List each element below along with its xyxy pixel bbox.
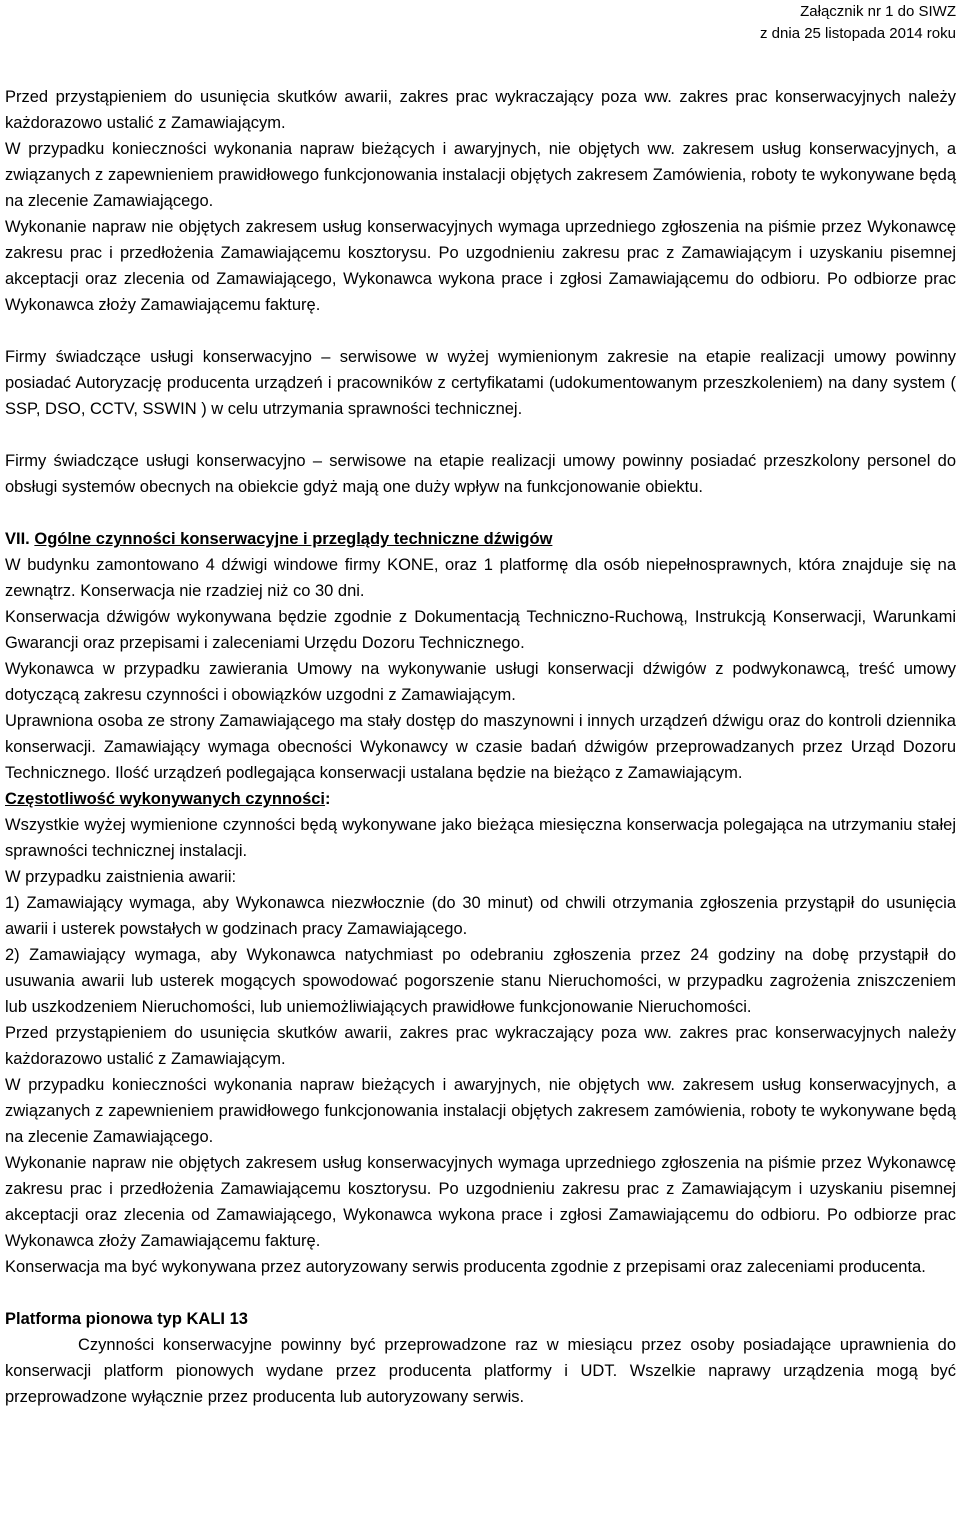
platform-title: Platforma pionowa typ KALI 13 xyxy=(5,1310,248,1328)
paragraph: W budynku zamontowano 4 dźwigi windowe firmy KONE, oraz 1 platformę dla osób niepełnosprawnych, która znajduje się na zewnątrz. Konserwacja nie rzadziej niż co 30 dni. xyxy=(5,556,956,600)
intro-section xyxy=(5,84,956,318)
paragraph: W przypadku konieczności wykonania napraw bieżących i awaryjnych, nie objętych ww. zakresem usług konserwacyjnych, a związanych z zapewnieniem prawidłowego funkcjonowania instalacji objętych zakresem Zamówienia, roboty te wykonywane będą na zlecenie Zamawiającego. xyxy=(5,140,956,210)
paragraph: Uprawniona osoba ze strony Zamawiającego ma stały dostęp do maszynowni i innych urządzeń dźwigu oraz do kontroli dziennika konserwacji. Zamawiający wymaga obecności Wykonawcy w czasie badań dźwigów przeprowadzanych przez Urząd Dozoru Technicznego. Ilość urządzeń podlegająca konserwacji ustalana będzie na bieżąco z Zamawiającym. xyxy=(5,712,956,782)
paragraph: Wszystkie wyżej wymienione czynności będą wykonywane jako bieżąca miesięczna konserwacja polegająca na utrzymaniu stałej sprawności technicznej instalacji. xyxy=(5,816,956,860)
paragraph: Konserwacja dźwigów wykonywana będzie zgodnie z Dokumentacją Techniczno-Ruchową, Instrukcją Konserwacji, Warunkami Gwarancji oraz przepisami i zaleceniami Urzędu Dozoru Technicznego. xyxy=(5,608,956,652)
section-vii xyxy=(5,526,956,1280)
paragraph: Firmy świadczące usługi konserwacyjno – serwisowe w wyżej wymienionym zakresie na etapie realizacji umowy powinny posiadać Autoryzację producenta urządzeń i pracowników z certyfikatami (udokumentowanym przeszkoleniem) na dany system ( SSP, DSO, CCTV, SSWIN ) w celu utrzymania sprawności technicznej. xyxy=(5,348,956,418)
document-page xyxy=(5,0,956,1410)
paragraph: Czynności konserwacyjne powinny być przeprowadzone raz w miesiącu przez osoby posiadające uprawnienia do konserwacji platform pionowych wydane przez producenta platformy i UDT. Wszelkie naprawy urządzenia mogą być przeprowadzone wyłącznie przez producenta lub autoryzowany serwis. xyxy=(5,1336,956,1406)
paragraph: W przypadku konieczności wykonania napraw bieżących i awaryjnych, nie objętych ww. zakresem usług konserwacyjnych, a związanych z zapewnieniem prawidłowego funkcjonowania instalacji objętych zakresem zamówienia, roboty te wykonywane będą na zlecenie Zamawiającego. xyxy=(5,1076,956,1146)
list-item: 1) Zamawiający wymaga, aby Wykonawca niezwłocznie (do 30 minut) od chwili otrzymania zgłoszenia przystąpił do usunięcia awarii i usterek powstałych w godzinach pracy Zamawiającego. xyxy=(5,894,956,938)
paragraph: Wykonanie napraw nie objętych zakresem usług konserwacyjnych wymaga uprzedniego zgłoszenia na piśmie przez Wykonawcę zakresu prac i przedłożenia Zamawiającemu kosztorysu. Po uzgodnieniu zakresu prac z Zamawiającym i uzyskaniu pisemnej akceptacji oraz zlecenia od Zamawiającego, Wykonawca wykona prace i zgłosi Zamawiającemu do odbioru. Po odbiorze prac Wykonawca złoży Zamawiającemu fakturę. xyxy=(5,1154,956,1250)
firms-authorization-paragraph xyxy=(5,344,956,422)
attachment-label: Załącznik nr 1 do SIWZ xyxy=(800,3,956,20)
paragraph: Przed przystąpieniem do usunięcia skutków awarii, zakres prac wykraczający poza ww. zakres prac konserwacyjnych należy każdorazowo ustalić z Zamawiającym. xyxy=(5,88,956,132)
paragraph: Konserwacja ma być wykonywana przez autoryzowany serwis producenta zgodnie z przepisami oraz zaleceniami producenta. xyxy=(5,1258,926,1276)
section-title: Ogólne czynności konserwacyjne i przeglądy techniczne dźwigów xyxy=(34,530,553,548)
list-item: 2) Zamawiający wymaga, aby Wykonawca natychmiast po odebraniu zgłoszenia przez 24 godziny na dobę przystąpił do usuwania awarii lub usterek mogących spowodować pogorszenie stanu Nieruchomości, w przypadku zagrożenia zniszczeniem lub uszkodzeniem Nieruchomości, lub uniemożliwiających prawidłowe funkcjonowanie Nieruchomości. xyxy=(5,946,956,1016)
frequency-heading-text: Częstotliwość wykonywanych czynności xyxy=(5,790,326,808)
platform-section xyxy=(5,1306,956,1410)
attachment-date: z dnia 25 listopada 2014 roku xyxy=(760,25,956,42)
document-header xyxy=(5,1,956,45)
paragraph: Wykonawca w przypadku zawierania Umowy na wykonywanie usługi konserwacji dźwigów z podwykonawcą, treść umowy dotyczącą zakresu czynności i obowiązków uzgodni z Zamawiającym. xyxy=(5,660,956,704)
frequency-heading-colon: : xyxy=(325,790,331,808)
paragraph: Przed przystąpieniem do usunięcia skutków awarii, zakres prac wykraczający poza ww. zakres prac konserwacyjnych należy każdorazowo ustalić z Zamawiającym. xyxy=(5,1024,956,1068)
section-heading xyxy=(5,526,956,552)
paragraph: W przypadku zaistnienia awarii: xyxy=(5,868,237,886)
paragraph: Wykonanie napraw nie objętych zakresem usług konserwacyjnych wymaga uprzedniego zgłoszenia na piśmie przez Wykonawcę zakresu prac i przedłożenia Zamawiającemu kosztorysu. Po uzgodnieniu zakresu prac z Zamawiającym i uzyskaniu pisemnej akceptacji oraz zlecenia od Zamawiającego, Wykonawca wykona prace i zgłosi Zamawiającemu do odbioru. Po odbiorze prac Wykonawca złoży Zamawiającemu fakturę. xyxy=(5,218,956,314)
section-number: VII. xyxy=(5,530,30,548)
frequency-heading xyxy=(5,786,956,812)
firms-personnel-paragraph xyxy=(5,448,956,500)
paragraph: Firmy świadczące usługi konserwacyjno – serwisowe na etapie realizacji umowy powinny posiadać przeszkolony personel do obsługi systemów obecnych na obiekcie gdyż mają one duży wpływ na funkcjonowanie obiektu. xyxy=(5,452,956,496)
